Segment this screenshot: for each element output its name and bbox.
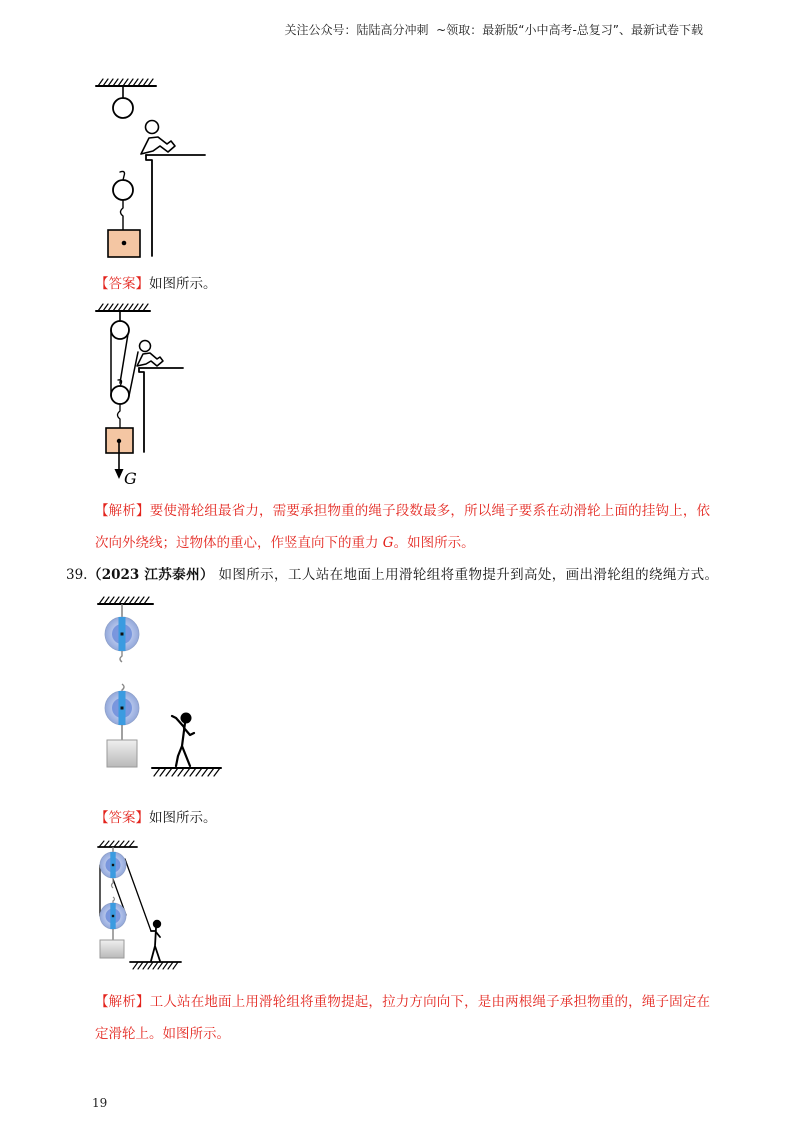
worker-body	[151, 928, 160, 961]
question-number: 39.	[66, 567, 88, 583]
worker-head	[153, 920, 161, 928]
rope-segment-right	[129, 352, 138, 396]
figure-q39-answer	[98, 841, 181, 969]
ceiling-support	[98, 841, 137, 847]
analysis-text-2a: 次向外绕线；过物体的重心，作竖直向下的重力	[95, 535, 383, 551]
pulley-axle	[112, 864, 114, 866]
ground-hatch	[133, 962, 178, 969]
ceiling-support	[98, 597, 153, 604]
bottom-hook	[118, 404, 121, 428]
weight-box	[100, 940, 124, 958]
worker-figure	[151, 920, 161, 961]
rope-pull-segment	[125, 859, 151, 931]
answer-label-39: 【答案】	[95, 810, 149, 826]
fixed-pulley	[105, 617, 139, 651]
worker-head	[181, 713, 192, 724]
movable-pulley-hook	[113, 897, 115, 903]
ceiling-hatch	[98, 79, 153, 86]
figure-setup	[96, 79, 205, 257]
worker-figure	[172, 713, 194, 767]
wall	[139, 368, 144, 452]
top-hook	[120, 172, 125, 181]
analysis-label-39: 【解析】	[95, 994, 150, 1010]
fixed-pulley-hook	[112, 878, 114, 888]
ceiling-support	[96, 79, 156, 86]
movable-pulley	[111, 386, 129, 404]
fixed-pulley	[100, 852, 126, 878]
figure-answer	[96, 304, 183, 488]
ground	[130, 962, 181, 969]
fixed-pulley	[113, 98, 133, 118]
analysis-label: 【解析】	[95, 503, 150, 519]
person-head	[146, 121, 159, 134]
gravity-arrow-head	[115, 469, 124, 479]
ceiling-hatch	[99, 597, 149, 604]
analysis-text-1: 要使滑轮组最省力，需要承担物重的绳子段数最多，所以绳子要系在动滑轮上面的挂钩上，依	[149, 503, 710, 519]
analysis-39-text-2: 定滑轮上。如图所示。	[95, 1026, 230, 1042]
worker-body	[172, 716, 194, 766]
pulley-axle	[121, 707, 124, 710]
analysis-text-2b: 。如图所示。	[393, 535, 475, 551]
gravity-symbol: G	[382, 535, 394, 551]
wall	[146, 155, 152, 256]
ceiling-support	[96, 304, 150, 311]
question-source: （2023 江苏泰州）	[87, 567, 214, 583]
figure-q39	[98, 597, 221, 776]
movable-pulley	[113, 180, 133, 200]
person-head	[140, 341, 151, 352]
ceiling-hatch	[98, 304, 148, 311]
fixed-pulley-hook	[120, 651, 122, 662]
analysis-39-text-1: 工人站在地面上用滑轮组将重物提起，拉力方向向下，是由两根绳子承担物重的，绳子固定在	[149, 994, 710, 1010]
person-figure	[141, 121, 175, 155]
page-header: 关注公众号：陆陆高分冲刺 ~领取：最新版“小中高考-总复习”、最新试卷下载	[284, 23, 703, 37]
weight-box	[107, 740, 137, 767]
person-body	[141, 137, 175, 154]
answer-label: 【答案】	[95, 276, 149, 292]
pulley-axle	[112, 915, 114, 917]
fixed-pulley	[111, 321, 129, 339]
page-number: 19	[92, 1096, 108, 1110]
rope-segment-middle	[120, 334, 128, 383]
answer-text-39: 如图所示。	[149, 810, 217, 826]
ground-hatch	[154, 768, 220, 776]
person-figure	[137, 341, 163, 367]
ground	[152, 768, 221, 776]
answer-text: 如图所示。	[149, 276, 217, 292]
pulley-axle	[121, 633, 124, 636]
movable-pulley	[100, 903, 126, 929]
question-stem: 如图所示，工人站在地面上用滑轮组将重物提升到高处，画出滑轮组的绕绳方式。	[213, 567, 718, 583]
movable-pulley-hook	[122, 684, 124, 691]
person-body	[137, 353, 163, 366]
center-of-gravity	[122, 241, 127, 246]
bottom-hook	[121, 200, 124, 230]
gravity-label: G	[124, 469, 137, 488]
movable-pulley	[105, 691, 139, 725]
